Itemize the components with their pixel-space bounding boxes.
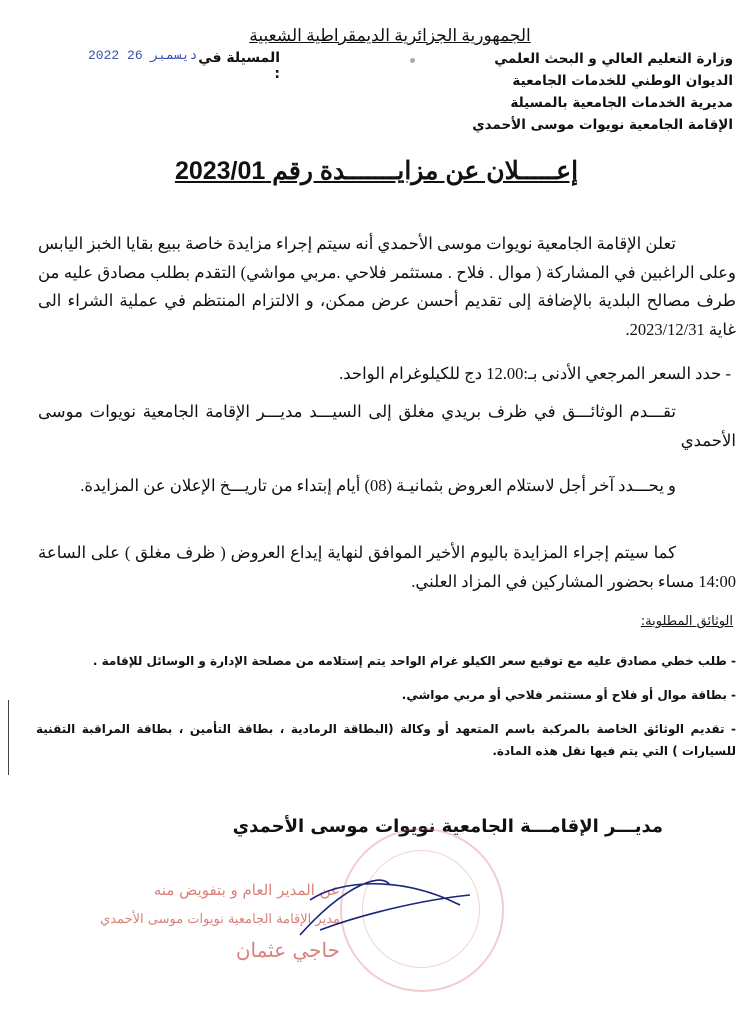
paragraph-announcement: تعلن الإقامة الجامعية نويوات موسى الأحمدي أنه سيتم إجراء مزايدة خاصة ببيع بقايا الخبز اليابس وعلى الراغبين في المشاركة ( موال . فلاح . مستثمر فلاحي .مربي مواشي) التقدم بطلب مصادق عليه من طرف مصالح البلدية بالإضافة إلى تقديم أحسن عرض ممكن، و الالتزام المنتظم في عملية الشراء الى غاية 2023/12/31. [38,234,736,339]
republic-heading: الجمهورية الجزائرية الديمقراطية الشعبية [249,26,531,45]
signature-line: مدير الإقامة الجامعية نويوات موسى الأحمدي [100,912,340,927]
paragraph-opening: كما سيتم إجراء المزايدة باليوم الأخير الموافق لنهاية إيداع العروض ( ظرف مغلق ) على الساعة 14:00 مساء بحضور المشاركين في المزاد العلني. [38,543,736,591]
required-doc-item: - بطاقة موال أو فلاح أو مستثمر فلاحي أو مربي مواشي. [401,688,736,702]
org-line: الديوان الوطني للخدمات الجامعية [512,73,733,89]
scan-margin-line [8,700,9,775]
director-title: مديـــر الإقامـــة الجامعية نويوات موسى الأحمدي [232,816,663,837]
signature-name: حاجي عثمان [235,938,340,962]
required-doc-item: - تقديم الوثائق الخاصة بالمركبة باسم المتعهد أو وكالة (البطاقة الرمادية ، بطاقة التأمين ، بطاقة المراقبة التقنية للسيارات ) التي يتم فيها نقل هذه المادة. [36,722,736,758]
paragraph-price: - حدد السعر المرجعي الأدنى بـ:12.00 دج للكيلوغرام الواحد. [339,364,731,383]
paragraph-deadline: و يحـــدد آخر أجل لاستلام العروض بثمانيـة (08) أيام إبتداء من تاريـــخ الإعلان عن المزايدة. [80,476,676,495]
signature-line: عن المدير العام و بتفويض منه [153,881,340,899]
paragraph-submission: تقـــدم الوثائـــق في ظرف بريدي مغلق إلى السيـــد مديـــر الإقامة الجامعية نويوات موسى الأحمدي [38,402,736,450]
document-title: إعـــــلان عن مزايـــــــدة رقم 2023/01 [174,157,579,185]
place-label: المسيلة في : [198,50,280,82]
required-docs-title: الوثائق المطلوبة: [640,614,733,629]
required-doc-item: - طلب خطي مصادق عليه مع توقيع سعر الكيلو غرام الواحد يتم إستلامه من مصلحة الإدارة و الوسائل للإقامة . [92,654,736,668]
org-line: وزارة التعليم العالي و البحث العلمي [494,51,733,67]
date-stamp: 2022 ديسمبر 26 [88,48,198,63]
scan-speck [410,58,415,63]
org-line: الإقامة الجامعية نويوات موسى الأحمدي [472,117,733,133]
signature-scrawl [140,860,480,950]
organization-block [472,48,733,136]
org-line: مديرية الخدمات الجامعية بالمسيلة [510,95,733,111]
